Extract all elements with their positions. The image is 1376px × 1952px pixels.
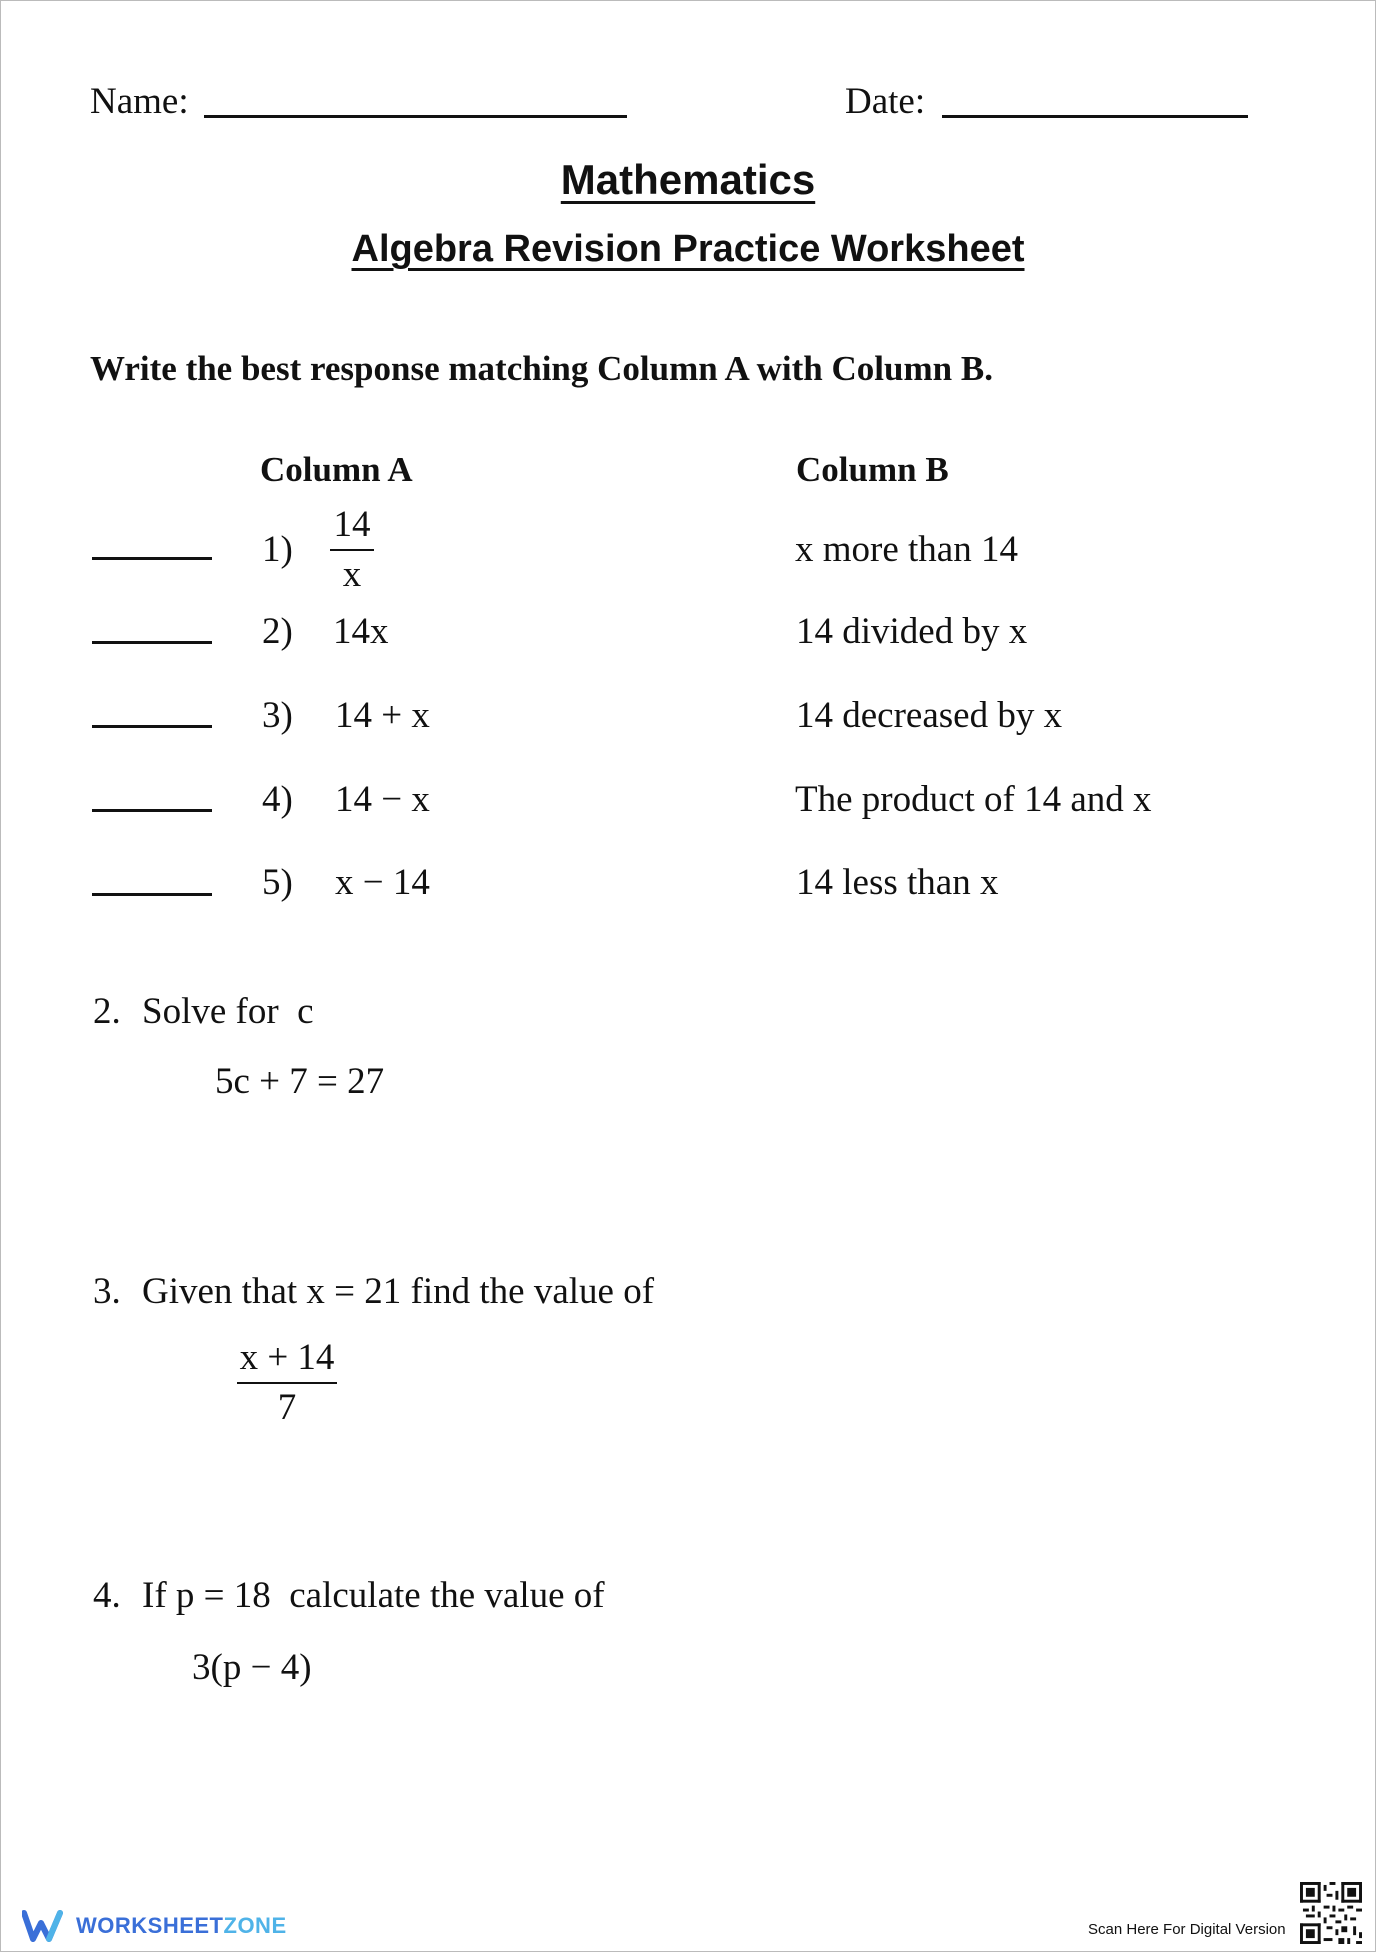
- w-logo-icon: [22, 1909, 66, 1943]
- date-blank[interactable]: [942, 115, 1248, 118]
- logo-text-worksheet: WORKSHEET: [76, 1913, 224, 1938]
- item-number-4: 4): [262, 779, 293, 820]
- q4-number: 4.: [93, 1575, 121, 1616]
- item-match-5: 14 less than x: [796, 862, 999, 903]
- page-title: Mathematics: [560, 156, 816, 203]
- item-expr-1-fraction: [330, 505, 374, 595]
- item-match-2: 14 divided by x: [796, 611, 1028, 652]
- page-subtitle: Algebra Revision Practice Worksheet: [351, 228, 1025, 270]
- column-a-header: Column A: [260, 450, 413, 489]
- q4-expression: 3(p − 4): [192, 1647, 312, 1688]
- q2-equation: 5c + 7 = 27: [215, 1061, 385, 1102]
- fraction-bar: [237, 1382, 337, 1384]
- name-blank[interactable]: [204, 115, 627, 118]
- q3-numerator: x + 14: [239, 1337, 335, 1378]
- q2-prompt: Solve for c: [142, 991, 314, 1032]
- logo-text-zone: ZONE: [223, 1913, 287, 1938]
- answer-blank-5[interactable]: [92, 893, 212, 896]
- item-number-2: 2): [262, 611, 293, 652]
- name-label: Name:: [90, 81, 189, 122]
- fraction-bar: [330, 549, 374, 551]
- q4-prompt: If p = 18 calculate the value of: [142, 1575, 605, 1616]
- column-b-header: Column B: [796, 450, 949, 489]
- date-label: Date:: [845, 81, 926, 122]
- item-match-3: 14 decreased by x: [796, 695, 1063, 736]
- footer-logo: [22, 1906, 287, 1946]
- item-expr-3: 14 + x: [335, 695, 430, 736]
- item-match-4: The product of 14 and x: [795, 779, 1152, 820]
- q1-instruction: Write the best response matching Column A with Column B.: [90, 349, 993, 388]
- qr-code-icon[interactable]: [1300, 1882, 1362, 1944]
- q3-prompt: Given that x = 21 find the value of: [142, 1271, 655, 1312]
- item-number-3: 3): [262, 695, 293, 736]
- q2-number: 2.: [93, 991, 121, 1032]
- item-match-1: x more than 14: [795, 529, 1018, 570]
- item-number-5: 5): [262, 862, 293, 903]
- answer-blank-3[interactable]: [92, 725, 212, 728]
- answer-blank-2[interactable]: [92, 641, 212, 644]
- item-number-1: 1): [262, 529, 293, 570]
- item-expr-1-numerator: 14: [333, 504, 371, 545]
- q3-number: 3.: [93, 1271, 121, 1312]
- item-expr-4: 14 − x: [335, 779, 430, 820]
- item-expr-1-denominator: x: [342, 553, 362, 595]
- item-expr-2: 14x: [333, 611, 389, 652]
- answer-blank-1[interactable]: [92, 557, 212, 560]
- q3-denominator: 7: [277, 1386, 297, 1428]
- q3-fraction: [237, 1338, 337, 1428]
- item-expr-5: x − 14: [335, 862, 430, 903]
- answer-blank-4[interactable]: [92, 809, 212, 812]
- scan-text: Scan Here For Digital Version: [1088, 1921, 1286, 1938]
